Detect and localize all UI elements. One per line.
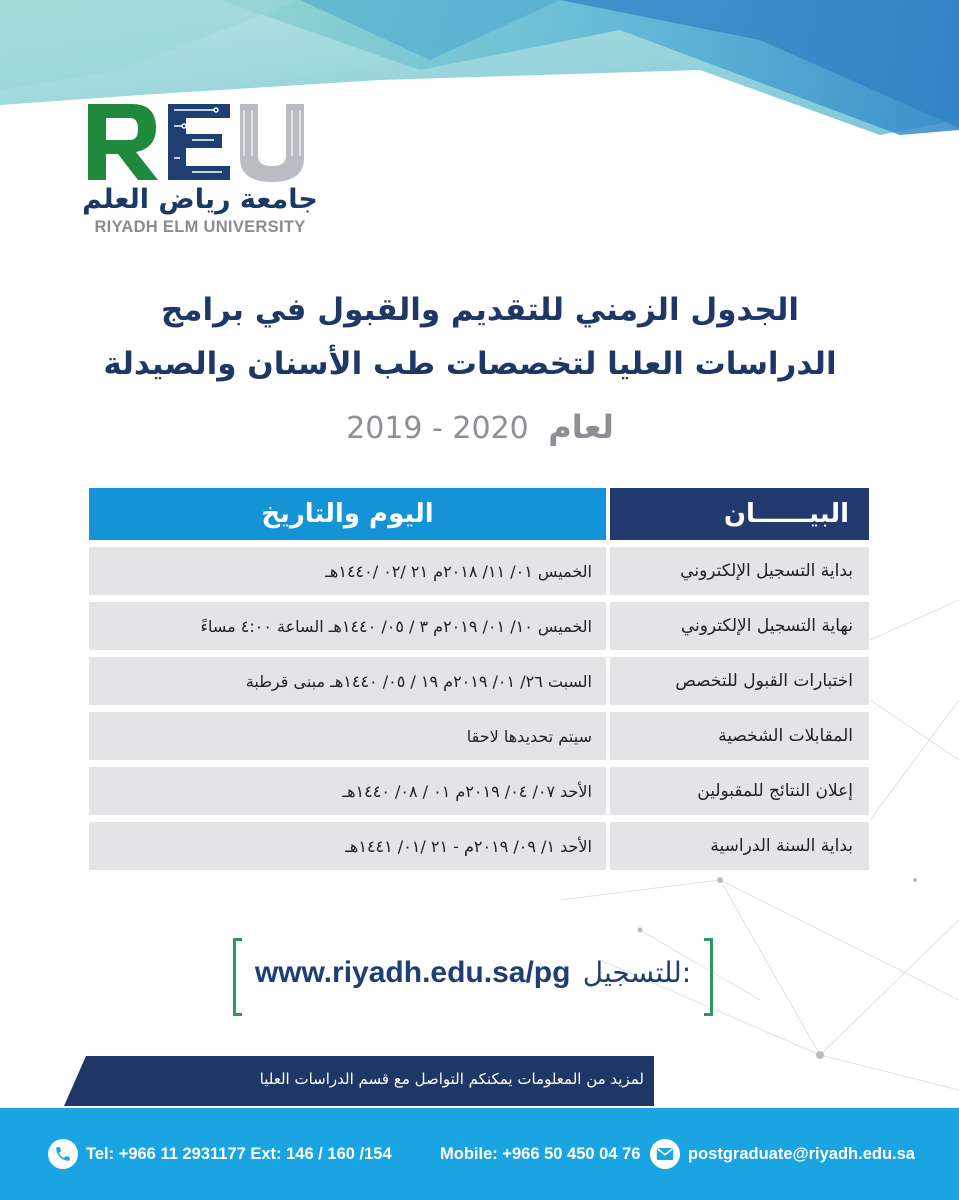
mobile-contact bbox=[440, 1136, 640, 1172]
email-text[interactable]: postgraduate@riyadh.edu.sa bbox=[688, 1144, 915, 1163]
table-header-row bbox=[89, 488, 869, 540]
row-date: الخميس ٠١/ ١١/ ٢٠١٨م ٢١ /٠٢ /١٤٤٠هـ bbox=[89, 547, 606, 595]
row-date: الخميس ١٠/ ٠١/ ٢٠١٩م ٣ / ٠٥/ ١٤٤٠هـ الساعة ٤:٠٠ مساءً bbox=[89, 602, 606, 650]
logo-mark-icon bbox=[80, 96, 325, 186]
phone-icon bbox=[48, 1139, 78, 1169]
row-item: بداية التسجيل الإلكتروني bbox=[610, 547, 869, 595]
register-box bbox=[233, 938, 713, 1018]
contact-footer bbox=[0, 1108, 959, 1200]
table-row bbox=[89, 657, 869, 705]
row-item: اختبارات القبول للتخصص bbox=[610, 657, 869, 705]
row-date: سيتم تحديدها لاحقا bbox=[89, 712, 606, 760]
table-row bbox=[89, 767, 869, 815]
envelope-icon bbox=[650, 1139, 680, 1169]
university-logo bbox=[80, 96, 330, 246]
row-item: بداية السنة الدراسية bbox=[610, 822, 869, 870]
email-contact bbox=[650, 1136, 915, 1172]
header-item: البيــــــان bbox=[610, 488, 869, 540]
register-line bbox=[245, 956, 701, 990]
info-ribbon bbox=[64, 1056, 654, 1106]
row-date: السبت ٢٦/ ٠١/ ٢٠١٩م ١٩ / ٠٥/ ١٤٤٠هـ مبنى قرطبة bbox=[89, 657, 606, 705]
logo-english-name: RIYADH ELM UNIVERSITY bbox=[94, 218, 306, 236]
table-row bbox=[89, 602, 869, 650]
row-item: إعلان النتائج للمقبولين bbox=[610, 767, 869, 815]
year-range: 2019 - 2020 bbox=[346, 411, 529, 446]
register-label: للتسجيل: bbox=[582, 956, 692, 989]
row-date: الأحد ١/ ٠٩/ ٢٠١٩م - ٢١ /٠١/ ١٤٤١هـ bbox=[89, 822, 606, 870]
row-item: المقابلات الشخصية bbox=[610, 712, 869, 760]
year-word: لعام bbox=[548, 408, 614, 446]
phone-contact bbox=[48, 1136, 392, 1172]
header-date: اليوم والتاريخ bbox=[89, 488, 606, 540]
phone-text[interactable]: Tel: +966 11 2931177 Ext: 146 / 160 /154 bbox=[86, 1144, 392, 1163]
right-bracket bbox=[704, 938, 713, 1016]
left-bracket bbox=[233, 938, 242, 1016]
row-item: نهاية التسجيل الإلكتروني bbox=[610, 602, 869, 650]
logo-arabic-name: جامعة رياض العلم bbox=[82, 184, 318, 215]
table-row bbox=[89, 547, 869, 595]
mobile-text[interactable]: Mobile: +966 50 450 04 76 bbox=[440, 1144, 641, 1163]
page-title-line-2: الدراسات العليا لتخصصات طب الأسنان والصيدلة bbox=[103, 346, 837, 382]
info-text: لمزيد من المعلومات يمكنكم التواصل مع قسم الدراسات العليا bbox=[259, 1070, 644, 1088]
table-row bbox=[89, 822, 869, 870]
table-row bbox=[89, 712, 869, 760]
register-url-link[interactable]: www.riyadh.edu.sa/pg bbox=[254, 956, 571, 989]
year-line bbox=[300, 408, 660, 446]
page-title-line-1: الجدول الزمني للتقديم والقبول في برامج bbox=[160, 292, 800, 328]
row-date: الأحد ٠٧/ ٠٤/ ٢٠١٩م ٠١ / ٠٨/ ١٤٤٠هـ bbox=[89, 767, 606, 815]
